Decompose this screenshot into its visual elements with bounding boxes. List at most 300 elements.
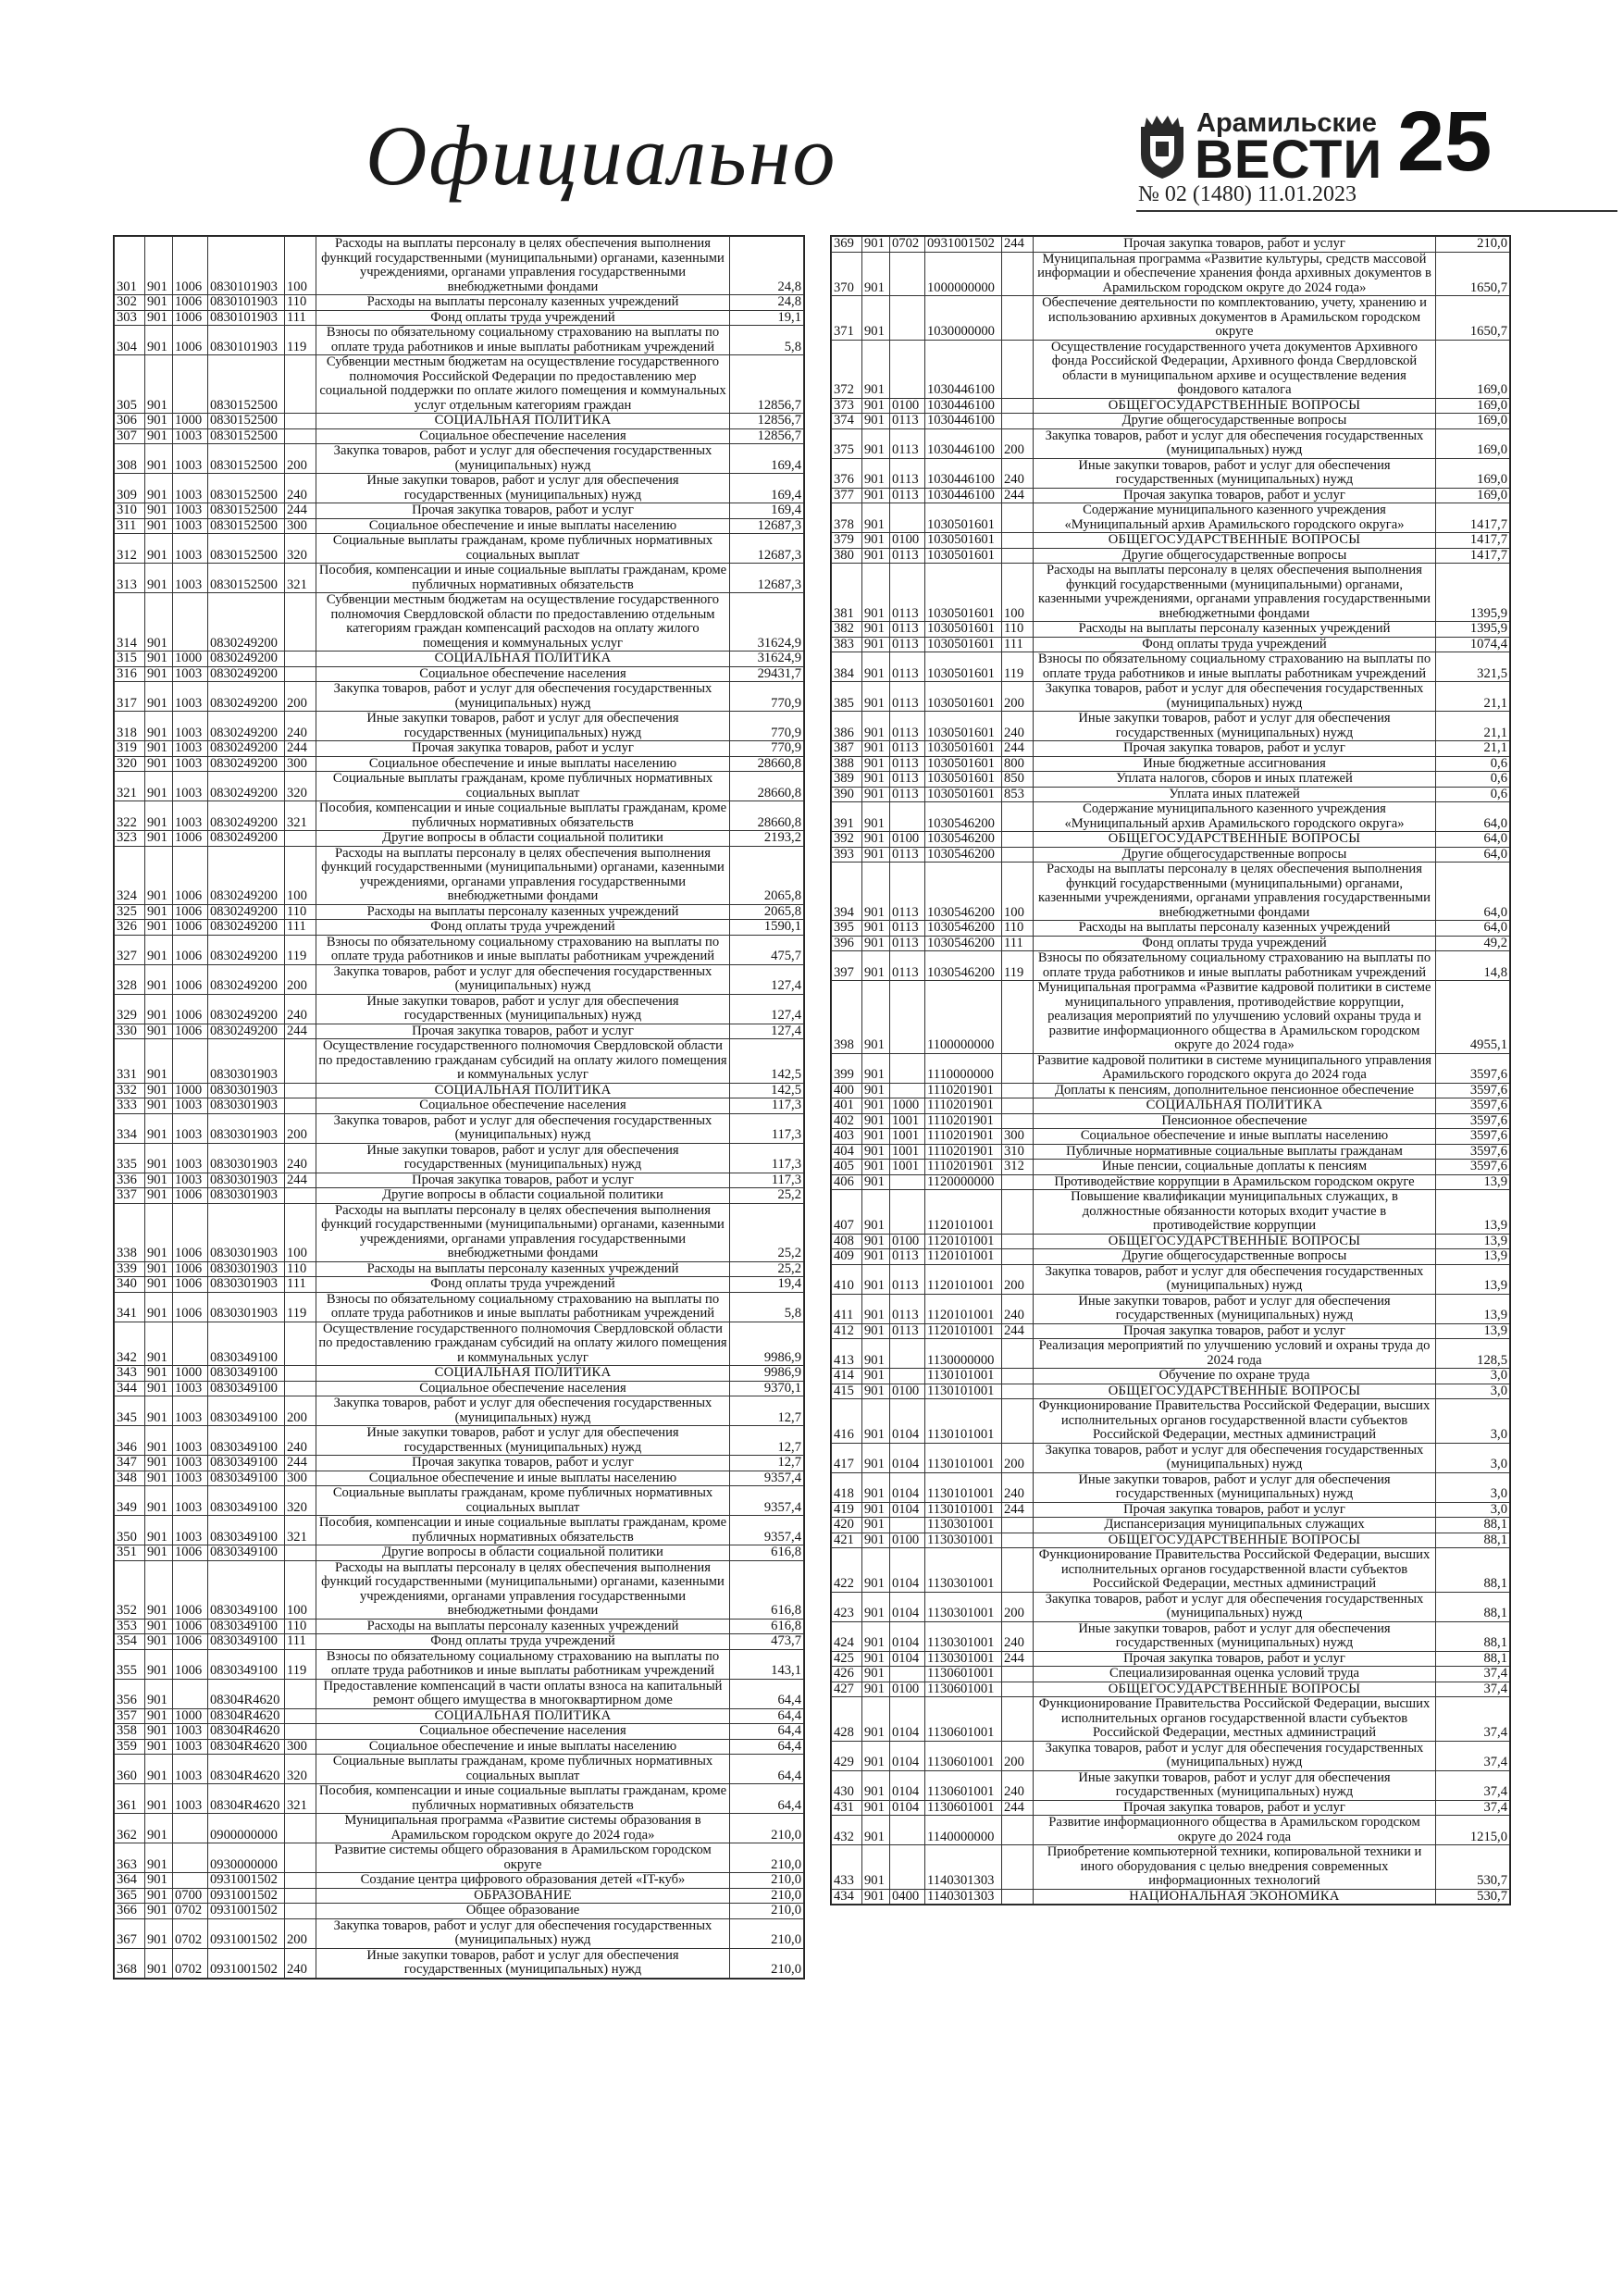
- target-article-code: 0830249200: [208, 904, 285, 920]
- amount: 3597,6: [1436, 1129, 1510, 1145]
- amount: 3,0: [1436, 1443, 1510, 1472]
- table-row: [832, 622, 1510, 638]
- row-number: 345: [115, 1396, 145, 1426]
- department-code: 901: [145, 1471, 173, 1486]
- table-row: [115, 652, 804, 667]
- brand-name-small: Арамильские: [1196, 108, 1377, 138]
- target-article-code: 0830249200: [208, 801, 285, 831]
- section-code: 1003: [173, 564, 208, 593]
- table-row: [115, 1188, 804, 1204]
- amount: 127,4: [730, 1024, 804, 1039]
- item-description: СОЦИАЛЬНАЯ ПОЛИТИКА: [1034, 1098, 1436, 1114]
- target-article-code: 1120101001: [925, 1234, 1002, 1249]
- target-article-code: 1120101001: [925, 1190, 1002, 1235]
- table-row: [832, 252, 1510, 296]
- target-article-code: 0830349100: [208, 1545, 285, 1561]
- amount: 31624,9: [730, 652, 804, 667]
- target-article-code: 0830101903: [208, 237, 285, 295]
- item-description: Обучение по охране труда: [1034, 1369, 1436, 1384]
- row-number: 341: [115, 1292, 145, 1322]
- section-code: 0113: [890, 682, 925, 712]
- expense-type-code: [285, 355, 316, 414]
- table-row: [115, 593, 804, 652]
- amount: 37,4: [1436, 1682, 1510, 1697]
- department-code: 901: [145, 1456, 173, 1471]
- department-code: 901: [862, 772, 890, 788]
- target-article-code: 1030501601: [925, 637, 1002, 652]
- department-code: 901: [145, 1113, 173, 1143]
- target-article-code: 0830152500: [208, 518, 285, 534]
- expense-type-code: 320: [285, 772, 316, 801]
- expense-type-code: 244: [1002, 1800, 1034, 1816]
- target-article-code: 0830349100: [208, 1322, 285, 1366]
- expense-type-code: [1002, 1174, 1034, 1190]
- table-row: [115, 1098, 804, 1114]
- department-code: 901: [862, 533, 890, 549]
- row-number: 423: [832, 1592, 862, 1621]
- amount: 9986,9: [730, 1366, 804, 1382]
- target-article-code: 0830152500: [208, 414, 285, 429]
- department-code: 901: [145, 1366, 173, 1382]
- amount: 210,0: [1436, 237, 1510, 253]
- target-article-code: 1030546200: [925, 802, 1002, 832]
- department-code: 901: [145, 1322, 173, 1366]
- expense-type-code: 200: [1002, 1264, 1034, 1294]
- amount: 9370,1: [730, 1381, 804, 1396]
- section-code: 0113: [890, 1323, 925, 1339]
- section-code: 0113: [890, 1264, 925, 1294]
- expense-type-code: 200: [285, 1918, 316, 1948]
- department-code: 901: [145, 1649, 173, 1679]
- target-article-code: 1130101001: [925, 1399, 1002, 1444]
- table-row: [832, 1443, 1510, 1472]
- item-description: ОБЩЕГОСУДАРСТВЕННЫЕ ВОПРОСЫ: [1034, 398, 1436, 414]
- section-code: 1003: [173, 1173, 208, 1188]
- row-number: 343: [115, 1366, 145, 1382]
- target-article-code: 1030446100: [925, 414, 1002, 429]
- department-code: 901: [862, 1889, 890, 1905]
- row-number: 375: [832, 428, 862, 458]
- section-code: 1000: [173, 1083, 208, 1098]
- expense-type-code: 310: [1002, 1144, 1034, 1160]
- row-number: 426: [832, 1667, 862, 1682]
- target-article-code: 0830349100: [208, 1456, 285, 1471]
- target-article-code: 1120101001: [925, 1249, 1002, 1265]
- expense-type-code: 244: [1002, 237, 1034, 253]
- item-description: Взносы по обязательному социальному страхованию на выплаты по оплате труда работников и иные выплаты работникам учреждений: [316, 935, 730, 964]
- expense-type-code: [285, 1724, 316, 1740]
- item-description: Фонд оплаты труда учреждений: [316, 920, 730, 936]
- target-article-code: 0931001502: [208, 1948, 285, 1978]
- department-code: 901: [145, 326, 173, 355]
- target-article-code: 1030501601: [925, 756, 1002, 772]
- row-number: 328: [115, 964, 145, 994]
- item-description: Закупка товаров, работ и услуг для обеспечения государственных (муниципальных) нужд: [1034, 428, 1436, 458]
- amount: 37,4: [1436, 1667, 1510, 1682]
- expense-type-code: [285, 1098, 316, 1114]
- amount: 210,0: [730, 1948, 804, 1978]
- table-row: [115, 503, 804, 519]
- department-code: 901: [145, 772, 173, 801]
- row-number: 414: [832, 1369, 862, 1384]
- target-article-code: 0830152500: [208, 355, 285, 414]
- section-code: 1003: [173, 1724, 208, 1740]
- amount: 13,9: [1436, 1249, 1510, 1265]
- department-code: 901: [145, 1888, 173, 1904]
- expense-type-code: [1002, 832, 1034, 848]
- department-code: 901: [862, 936, 890, 951]
- target-article-code: 1030501601: [925, 741, 1002, 757]
- row-number: 362: [115, 1814, 145, 1843]
- target-article-code: 0931001502: [208, 1888, 285, 1904]
- section-code: 0100: [890, 398, 925, 414]
- row-number: 355: [115, 1649, 145, 1679]
- section-code: [173, 593, 208, 652]
- row-number: 406: [832, 1174, 862, 1190]
- table-row: [832, 863, 1510, 921]
- target-article-code: 1030446100: [925, 488, 1002, 503]
- department-code: 901: [862, 921, 890, 937]
- expense-type-code: 240: [1002, 1294, 1034, 1323]
- department-code: 901: [145, 831, 173, 847]
- amount: 770,9: [730, 682, 804, 712]
- amount: 28660,8: [730, 756, 804, 772]
- item-description: СОЦИАЛЬНАЯ ПОЛИТИКА: [316, 1083, 730, 1098]
- department-code: 901: [862, 1741, 890, 1770]
- section-code: 0104: [890, 1548, 925, 1593]
- row-number: 312: [115, 534, 145, 564]
- row-number: 393: [832, 847, 862, 863]
- amount: 25,2: [730, 1188, 804, 1204]
- department-code: 901: [145, 1516, 173, 1545]
- section-code: 0702: [173, 1918, 208, 1948]
- table-row: [115, 1486, 804, 1516]
- section-code: 1006: [173, 1634, 208, 1650]
- table-row: [115, 1708, 804, 1724]
- section-code: 1006: [173, 920, 208, 936]
- row-number: 344: [115, 1381, 145, 1396]
- table-row: [832, 1548, 1510, 1593]
- section-code: [890, 252, 925, 296]
- department-code: 901: [862, 1399, 890, 1444]
- table-row: [832, 1621, 1510, 1651]
- target-article-code: 0830349100: [208, 1560, 285, 1619]
- row-number: 378: [832, 503, 862, 533]
- expense-type-code: [285, 831, 316, 847]
- item-description: Публичные нормативные социальные выплаты гражданам: [1034, 1144, 1436, 1160]
- expense-type-code: 240: [285, 474, 316, 503]
- department-code: 901: [862, 1083, 890, 1098]
- row-number: 427: [832, 1682, 862, 1697]
- department-code: 901: [145, 652, 173, 667]
- department-code: 901: [862, 682, 890, 712]
- item-description: Иные закупки товаров, работ и услуг для обеспечения государственных (муниципальных) нужд: [1034, 1294, 1436, 1323]
- item-description: Расходы на выплаты персоналу казенных учреждений: [316, 295, 730, 311]
- table-row: [832, 1592, 1510, 1621]
- row-number: 333: [115, 1098, 145, 1114]
- department-code: 901: [145, 1873, 173, 1889]
- section-code: [890, 503, 925, 533]
- row-number: 401: [832, 1098, 862, 1114]
- department-code: 901: [862, 1174, 890, 1190]
- table-row: [832, 1294, 1510, 1323]
- row-number: 311: [115, 518, 145, 534]
- department-code: 901: [145, 564, 173, 593]
- section-code: [890, 981, 925, 1054]
- amount: 31624,9: [730, 593, 804, 652]
- department-code: 901: [145, 964, 173, 994]
- item-description: ОБРАЗОВАНИЕ: [316, 1888, 730, 1904]
- section-code: 0113: [890, 847, 925, 863]
- section-code: 0100: [890, 1533, 925, 1548]
- table-row: [115, 1261, 804, 1277]
- item-description: Фонд оплаты труда учреждений: [1034, 936, 1436, 951]
- amount: 37,4: [1436, 1697, 1510, 1742]
- item-description: СОЦИАЛЬНАЯ ПОЛИТИКА: [316, 414, 730, 429]
- department-code: 901: [862, 1845, 890, 1890]
- table-row: [115, 1292, 804, 1322]
- department-code: 901: [145, 1098, 173, 1114]
- table-row: [832, 936, 1510, 951]
- target-article-code: 0830301903: [208, 1039, 285, 1084]
- department-code: 901: [862, 458, 890, 488]
- amount: 3597,6: [1436, 1083, 1510, 1098]
- target-article-code: 0830249200: [208, 920, 285, 936]
- target-article-code: 08304R4620: [208, 1724, 285, 1740]
- row-number: 336: [115, 1173, 145, 1188]
- expense-type-code: [285, 1322, 316, 1366]
- expense-type-code: [1002, 503, 1034, 533]
- expense-type-code: 244: [1002, 488, 1034, 503]
- row-number: 420: [832, 1518, 862, 1533]
- coat-of-arms-icon: [1134, 112, 1191, 180]
- table-row: [832, 1697, 1510, 1742]
- department-code: 901: [862, 488, 890, 503]
- amount: 9357,4: [730, 1516, 804, 1545]
- section-code: 1003: [173, 682, 208, 712]
- amount: 13,9: [1436, 1264, 1510, 1294]
- row-number: 307: [115, 428, 145, 444]
- expense-type-code: [285, 1545, 316, 1561]
- expense-type-code: 111: [285, 1277, 316, 1293]
- expense-type-code: [285, 1814, 316, 1843]
- expense-type-code: 200: [285, 1113, 316, 1143]
- table-row: [832, 921, 1510, 937]
- amount: 3,0: [1436, 1472, 1510, 1502]
- expense-type-code: [285, 428, 316, 444]
- table-row: [115, 355, 804, 414]
- item-description: Социальное обеспечение и иные выплаты населению: [316, 1471, 730, 1486]
- expense-type-code: 240: [285, 1426, 316, 1456]
- row-number: 338: [115, 1203, 145, 1261]
- target-article-code: 0830249200: [208, 712, 285, 741]
- item-description: Расходы на выплаты персоналу казенных учреждений: [316, 904, 730, 920]
- expense-type-code: 200: [285, 1396, 316, 1426]
- department-code: 901: [862, 1264, 890, 1294]
- item-description: Расходы на выплаты персоналу казенных учреждений: [316, 1619, 730, 1634]
- table-row: [832, 1384, 1510, 1399]
- table-row: [115, 1426, 804, 1456]
- amount: 13,9: [1436, 1323, 1510, 1339]
- section-code: 1006: [173, 237, 208, 295]
- department-code: 901: [145, 1904, 173, 1919]
- amount: 88,1: [1436, 1592, 1510, 1621]
- amount: 25,2: [730, 1261, 804, 1277]
- target-article-code: 1110201901: [925, 1160, 1002, 1175]
- expense-type-code: [1002, 1667, 1034, 1682]
- expense-type-code: [1002, 1369, 1034, 1384]
- section-code: 0113: [890, 564, 925, 622]
- row-number: 368: [115, 1948, 145, 1978]
- item-description: Закупка товаров, работ и услуг для обеспечения государственных (муниципальных) нужд: [316, 1396, 730, 1426]
- item-description: Взносы по обязательному социальному страхованию на выплаты по оплате труда работников и иные выплаты работникам учреждений: [316, 1292, 730, 1322]
- target-article-code: 0830249200: [208, 756, 285, 772]
- department-code: 901: [145, 295, 173, 311]
- row-number: 309: [115, 474, 145, 503]
- target-article-code: 1120101001: [925, 1294, 1002, 1323]
- department-code: 901: [862, 756, 890, 772]
- row-number: 428: [832, 1697, 862, 1742]
- table-row: [115, 1873, 804, 1889]
- section-code: 1003: [173, 666, 208, 682]
- expense-type-code: 100: [285, 237, 316, 295]
- table-row: [115, 295, 804, 311]
- expense-type-code: [1002, 1399, 1034, 1444]
- item-description: Функционирование Правительства Российской Федерации, высших исполнительных органов государственной власти субъектов Российской Федерации, местных администраций: [1034, 1399, 1436, 1444]
- expense-type-code: 119: [285, 935, 316, 964]
- amount: 25,2: [730, 1203, 804, 1261]
- expense-type-code: [1002, 1053, 1034, 1083]
- expense-type-code: 240: [1002, 458, 1034, 488]
- section-code: 0113: [890, 622, 925, 638]
- section-code: 1006: [173, 904, 208, 920]
- item-description: Расходы на выплаты персоналу в целях обеспечения выполнения функций государственными (муниципальными) органами, казенными учреждениями, органами управления государственными внебюджетными фондами: [316, 1203, 730, 1261]
- item-description: Закупка товаров, работ и услуг для обеспечения государственных (муниципальных) нужд: [316, 682, 730, 712]
- amount: 210,0: [730, 1918, 804, 1948]
- target-article-code: 1120101001: [925, 1264, 1002, 1294]
- item-description: Расходы на выплаты персоналу казенных учреждений: [1034, 622, 1436, 638]
- row-number: 361: [115, 1784, 145, 1814]
- expense-type-code: 240: [1002, 712, 1034, 741]
- row-number: 377: [832, 488, 862, 503]
- amount: 13,9: [1436, 1190, 1510, 1235]
- section-code: 1006: [173, 1545, 208, 1561]
- row-number: 313: [115, 564, 145, 593]
- expense-type-code: 240: [1002, 1621, 1034, 1651]
- department-code: 901: [145, 741, 173, 757]
- department-code: 901: [145, 712, 173, 741]
- row-number: 326: [115, 920, 145, 936]
- row-number: 397: [832, 951, 862, 981]
- expense-type-code: 244: [1002, 1651, 1034, 1667]
- row-number: 409: [832, 1249, 862, 1265]
- table-row: [115, 1843, 804, 1873]
- amount: 64,0: [1436, 802, 1510, 832]
- amount: 1417,7: [1436, 503, 1510, 533]
- target-article-code: 1130601001: [925, 1770, 1002, 1800]
- amount: 1650,7: [1436, 252, 1510, 296]
- amount: 616,8: [730, 1619, 804, 1634]
- amount: 29431,7: [730, 666, 804, 682]
- department-code: 901: [862, 414, 890, 429]
- amount: 1215,0: [1436, 1816, 1510, 1845]
- target-article-code: 0931001502: [925, 237, 1002, 253]
- table-row: [832, 533, 1510, 549]
- amount: 3,0: [1436, 1502, 1510, 1518]
- section-code: 1000: [173, 414, 208, 429]
- item-description: Иные бюджетные ассигнования: [1034, 756, 1436, 772]
- department-code: 901: [862, 1129, 890, 1145]
- expense-type-code: 110: [285, 904, 316, 920]
- table-row: [115, 1024, 804, 1039]
- item-description: Осуществление государственного учета документов Архивного фонда Российской Федерации, Архивного фонда Свердловской области в муниципальном архиве и осуществление ведения фондового каталога: [1034, 340, 1436, 398]
- item-description: ОБЩЕГОСУДАРСТВЕННЫЕ ВОПРОСЫ: [1034, 1682, 1436, 1697]
- department-code: 901: [145, 1724, 173, 1740]
- amount: 28660,8: [730, 772, 804, 801]
- department-code: 901: [145, 1739, 173, 1755]
- row-number: 323: [115, 831, 145, 847]
- amount: 2065,8: [730, 846, 804, 904]
- amount: 0,6: [1436, 787, 1510, 802]
- row-number: 405: [832, 1160, 862, 1175]
- item-description: Прочая закупка товаров, работ и услуг: [1034, 488, 1436, 503]
- section-code: 0104: [890, 1800, 925, 1816]
- target-article-code: 1130601001: [925, 1682, 1002, 1697]
- target-article-code: 0830101903: [208, 310, 285, 326]
- expense-type-code: 800: [1002, 756, 1034, 772]
- item-description: Другие общегосударственные вопросы: [1034, 414, 1436, 429]
- department-code: 901: [145, 1024, 173, 1039]
- item-description: Противодействие коррупции в Арамильском городском округе: [1034, 1174, 1436, 1190]
- section-code: 0113: [890, 936, 925, 951]
- target-article-code: 1030546200: [925, 921, 1002, 937]
- expense-type-code: 110: [285, 295, 316, 311]
- section-code: 1003: [173, 741, 208, 757]
- section-code: 1003: [173, 1486, 208, 1516]
- department-code: 901: [145, 801, 173, 831]
- target-article-code: 1030501601: [925, 533, 1002, 549]
- section-code: 0104: [890, 1592, 925, 1621]
- amount: 64,0: [1436, 921, 1510, 937]
- row-number: 354: [115, 1634, 145, 1650]
- amount: 64,4: [730, 1679, 804, 1708]
- department-code: 901: [145, 1679, 173, 1708]
- item-description: Прочая закупка товаров, работ и услуг: [1034, 237, 1436, 253]
- item-description: Фонд оплаты труда учреждений: [316, 1634, 730, 1650]
- item-description: Расходы на выплаты персоналу в целях обеспечения выполнения функций государственными (муниципальными) органами, казенными учреждениями, органами управления государственными внебюджетными фондами: [316, 846, 730, 904]
- table-row: [832, 787, 1510, 802]
- item-description: Закупка товаров, работ и услуг для обеспечения государственных (муниципальных) нужд: [1034, 1741, 1436, 1770]
- section-code: 1003: [173, 756, 208, 772]
- department-code: 901: [862, 1443, 890, 1472]
- amount: 3597,6: [1436, 1160, 1510, 1175]
- item-description: Иные закупки товаров, работ и услуг для обеспечения государственных (муниципальных) нужд: [1034, 1472, 1436, 1502]
- row-number: 360: [115, 1755, 145, 1784]
- target-article-code: 0830249200: [208, 741, 285, 757]
- item-description: Фонд оплаты труда учреждений: [1034, 637, 1436, 652]
- row-number: 381: [832, 564, 862, 622]
- amount: 1590,1: [730, 920, 804, 936]
- row-number: 421: [832, 1533, 862, 1548]
- table-row: [832, 1816, 1510, 1845]
- department-code: 901: [145, 355, 173, 414]
- section-code: 0113: [890, 712, 925, 741]
- department-code: 901: [145, 1560, 173, 1619]
- row-number: 346: [115, 1426, 145, 1456]
- section-code: 0400: [890, 1889, 925, 1905]
- table-row: [832, 1800, 1510, 1816]
- section-code: 0113: [890, 921, 925, 937]
